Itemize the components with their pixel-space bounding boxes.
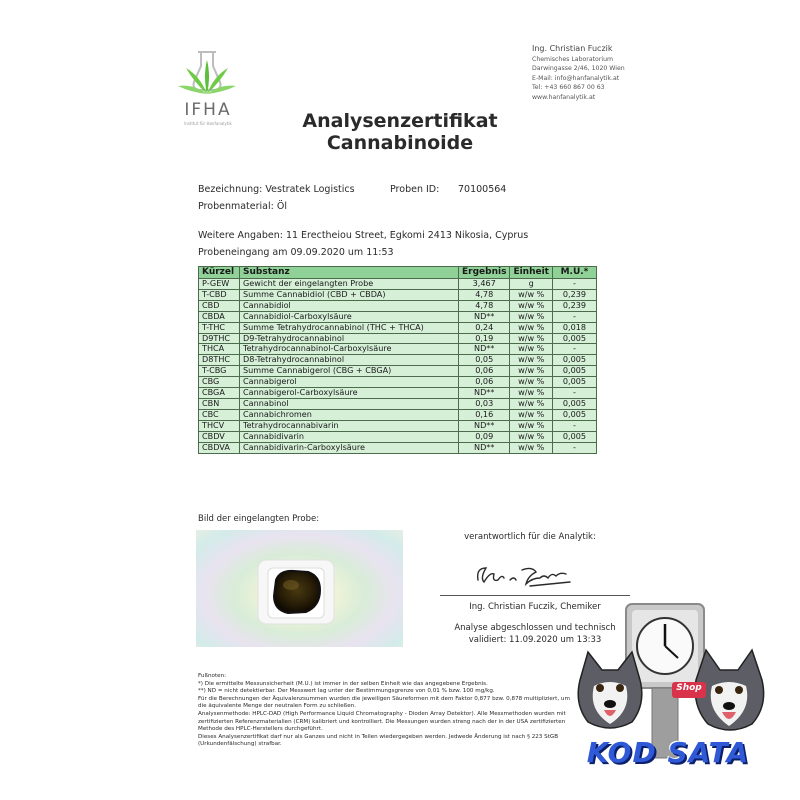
- cell-kuerzel: D8THC: [199, 355, 240, 366]
- cell-einheit: w/w %: [510, 442, 553, 453]
- footnote-line: *) Die ermittelte Messunsicherheit (M.U.) ist immer in der selben Einheit wie das angegebene Ergebnis.: [198, 680, 488, 687]
- cell-einheit: w/w %: [510, 409, 553, 420]
- cell-ergebnis: 4,78: [459, 300, 510, 311]
- cell-kuerzel: CBDVA: [199, 442, 240, 453]
- cell-ergebnis: ND**: [459, 420, 510, 431]
- cannabinoid-table: [198, 266, 597, 454]
- cell-einheit: w/w %: [510, 289, 553, 300]
- cell-substanz: Tetrahydrocannabinol-Carboxylsäure: [240, 344, 459, 355]
- table-row: [199, 398, 597, 409]
- cell-kuerzel: P-GEW: [199, 279, 240, 290]
- cell-kuerzel: CBN: [199, 398, 240, 409]
- cell-mu: 0,005: [552, 377, 596, 388]
- cell-einheit: w/w %: [510, 300, 553, 311]
- watermark-text: KOD SATA: [586, 736, 750, 769]
- col-header-kuerzel: Kürzel: [199, 267, 240, 279]
- cell-substanz: Tetrahydrocannabivarin: [240, 420, 459, 431]
- cell-ergebnis: 0,06: [459, 366, 510, 377]
- signature-image: [470, 558, 580, 590]
- cell-mu: 0,005: [552, 398, 596, 409]
- cell-mu: 0,018: [552, 322, 596, 333]
- cell-kuerzel: D9THC: [199, 333, 240, 344]
- cell-ergebnis: 0,09: [459, 431, 510, 442]
- cell-einheit: w/w %: [510, 431, 553, 442]
- lab-name: Ing. Christian Fuczik: [532, 44, 613, 53]
- cell-einheit: w/w %: [510, 377, 553, 388]
- lab-line: www.hanfanalytik.at: [532, 93, 596, 101]
- cell-einheit: w/w %: [510, 355, 553, 366]
- sample-photo: [196, 530, 403, 647]
- footnote-line: (Urkundenfälschung) strafbar.: [198, 741, 282, 748]
- cell-substanz: Cannabichromen: [240, 409, 459, 420]
- footnote-line: die äquivalente Menge der neutralen Form zu schließen.: [198, 703, 357, 710]
- cell-ergebnis: 4,78: [459, 289, 510, 300]
- table-row: [199, 300, 597, 311]
- cell-substanz: Summe Tetrahydrocannabinol (THC + THCA): [240, 322, 459, 333]
- cell-mu: -: [552, 311, 596, 322]
- cell-mu: -: [552, 388, 596, 399]
- cell-substanz: Cannabidiol: [240, 300, 459, 311]
- table-row: [199, 388, 597, 399]
- table-row: [199, 442, 597, 453]
- cell-kuerzel: THCA: [199, 344, 240, 355]
- closing-line-1: Analyse abgeschlossen und technisch: [454, 623, 616, 633]
- shop-badge: Shop: [676, 683, 702, 693]
- col-header-substanz: Substanz: [240, 267, 459, 279]
- lab-line: Darwingasse 2/46, 1020 Wien: [532, 65, 625, 73]
- footnote-line: Für die Berechnungen der Äquivalenzsummen wurden die jeweiligen Säureformen mit dem Faktor 0,877 bzw. 0,878 multipliziert, um: [198, 695, 570, 702]
- photo-label: Bild der eingelangten Probe:: [198, 514, 320, 524]
- cell-einheit: w/w %: [510, 366, 553, 377]
- kod-sata-watermark: [560, 600, 790, 790]
- cell-einheit: w/w %: [510, 420, 553, 431]
- cell-mu: 0,005: [552, 366, 596, 377]
- cell-ergebnis: 0,19: [459, 333, 510, 344]
- table-row: [199, 431, 597, 442]
- col-header-ergebnis: Ergebnis: [459, 267, 510, 279]
- table-row: [199, 377, 597, 388]
- logo-text: IFHA: [184, 100, 232, 120]
- cell-mu: 0,005: [552, 409, 596, 420]
- weitere-angaben: Weitere Angaben: 11 Erectheiou Street, Egkomi 2413 Nikosia, Cyprus: [198, 230, 529, 241]
- lab-address: [532, 44, 712, 103]
- cell-ergebnis: 0,06: [459, 377, 510, 388]
- cell-ergebnis: ND**: [459, 311, 510, 322]
- responsible-label: verantwortlich für die Analytik:: [464, 532, 596, 542]
- proben-id-label: Proben ID:: [390, 184, 440, 195]
- signer-name: Ing. Christian Fuczik, Chemiker: [469, 602, 601, 612]
- cell-substanz: Summe Cannabidiol (CBD + CBDA): [240, 289, 459, 300]
- cell-ergebnis: ND**: [459, 388, 510, 399]
- table-row: [199, 355, 597, 366]
- cell-kuerzel: CBC: [199, 409, 240, 420]
- table-header-row: [199, 267, 597, 279]
- cell-ergebnis: 0,16: [459, 409, 510, 420]
- cell-ergebnis: ND**: [459, 344, 510, 355]
- lab-line: Tel: +43 660 867 00 63: [532, 84, 605, 92]
- footnote-line: Methode des HPLC-Herstellers durchgeführt.: [198, 726, 323, 733]
- footnote-line: zertifizierten Referenzmaterialien (CRM) kalibriert und kontrolliert. Die Messungen wurden streng nach der in der USA zertifizierten: [198, 718, 566, 725]
- col-header-mu: M.U.*: [552, 267, 596, 279]
- cell-mu: -: [552, 279, 596, 290]
- logo-subtitle: Institut für Hanfanalytik: [184, 121, 232, 126]
- title-line-1: Analysenzertifikat: [302, 110, 498, 132]
- cell-substanz: D9-Tetrahydrocannabinol: [240, 333, 459, 344]
- cell-kuerzel: CBG: [199, 377, 240, 388]
- table-row: [199, 322, 597, 333]
- cell-mu: 0,005: [552, 355, 596, 366]
- cell-mu: 0,005: [552, 431, 596, 442]
- document-title: [0, 110, 800, 154]
- cell-substanz: Cannabinol: [240, 398, 459, 409]
- table-row: [199, 333, 597, 344]
- cell-ergebnis: 3,467: [459, 279, 510, 290]
- cell-substanz: Cannabidivarin-Carboxylsäure: [240, 442, 459, 453]
- cell-kuerzel: T-CBG: [199, 366, 240, 377]
- probenmaterial: Probenmaterial: Öl: [198, 201, 287, 212]
- table-row: [199, 366, 597, 377]
- bezeichnung: Bezeichnung: Vestratek Logistics: [198, 184, 355, 195]
- cell-substanz: Cannabidivarin: [240, 431, 459, 442]
- cell-substanz: Summe Cannabigerol (CBG + CBGA): [240, 366, 459, 377]
- cell-kuerzel: CBDA: [199, 311, 240, 322]
- table-row: [199, 311, 597, 322]
- table-row: [199, 279, 597, 290]
- probeneingang: Probeneingang am 09.09.2020 um 11:53: [198, 247, 394, 258]
- footnote-line: Dieses Analysenzertifikat darf nur als Ganzes und nicht in Teilen wiedergegeben werden. Jedwede Änderung ist nach § 223 StGB: [198, 733, 559, 740]
- cell-kuerzel: CBDV: [199, 431, 240, 442]
- table-row: [199, 420, 597, 431]
- footnote-line: Analysenmethode: HPLC-DAD (High Performance Liquid Chromatography - Dioden Array Detektor). Alle Messmethoden wurden mit: [198, 710, 566, 717]
- cell-substanz: Cannabigerol: [240, 377, 459, 388]
- cell-ergebnis: 0,05: [459, 355, 510, 366]
- sample-jar-image: [196, 530, 403, 647]
- cell-mu: -: [552, 344, 596, 355]
- proben-id-value: 70100564: [458, 184, 507, 195]
- cell-substanz: Cannabidiol-Carboxylsäure: [240, 311, 459, 322]
- husky-left-icon: [578, 652, 642, 728]
- cell-substanz: Cannabigerol-Carboxylsäure: [240, 388, 459, 399]
- cell-einheit: w/w %: [510, 322, 553, 333]
- cell-einheit: w/w %: [510, 311, 553, 322]
- cell-kuerzel: CBD: [199, 300, 240, 311]
- cell-mu: 0,005: [552, 333, 596, 344]
- cell-kuerzel: T-CBD: [199, 289, 240, 300]
- lab-line: Chemisches Laboratorium: [532, 55, 614, 63]
- table-row: [199, 409, 597, 420]
- cell-einheit: g: [510, 279, 553, 290]
- title-line-2: Cannabinoide: [326, 132, 474, 154]
- cell-einheit: w/w %: [510, 344, 553, 355]
- table-row: [199, 289, 597, 300]
- cell-kuerzel: CBGA: [199, 388, 240, 399]
- cell-mu: 0,239: [552, 300, 596, 311]
- cell-einheit: w/w %: [510, 398, 553, 409]
- cell-einheit: w/w %: [510, 388, 553, 399]
- closing-line-2: validiert: 11.09.2020 um 13:33: [468, 635, 602, 645]
- table-row: [199, 344, 597, 355]
- cell-ergebnis: ND**: [459, 442, 510, 453]
- col-header-einheit: Einheit: [510, 267, 553, 279]
- footnotes: [198, 673, 618, 749]
- cell-mu: 0,239: [552, 289, 596, 300]
- footnote-line: **) ND = nicht detektierbar. Der Messwert lag unter der Bestimmungsgrenze von 0,01 % bzw. 100 mg/kg.: [198, 688, 495, 695]
- cell-mu: -: [552, 442, 596, 453]
- cell-ergebnis: 0,24: [459, 322, 510, 333]
- cell-mu: -: [552, 420, 596, 431]
- cell-substanz: Gewicht der eingelangten Probe: [240, 279, 459, 290]
- cell-substanz: D8-Tetrahydrocannabinol: [240, 355, 459, 366]
- signature-line: [440, 595, 630, 596]
- cell-kuerzel: THCV: [199, 420, 240, 431]
- cell-einheit: w/w %: [510, 333, 553, 344]
- footnote-line: Fußnoten:: [198, 673, 227, 679]
- cell-ergebnis: 0,03: [459, 398, 510, 409]
- cell-kuerzel: T-THC: [199, 322, 240, 333]
- lab-line: E-Mail: info@hanfanalytik.at: [532, 74, 620, 82]
